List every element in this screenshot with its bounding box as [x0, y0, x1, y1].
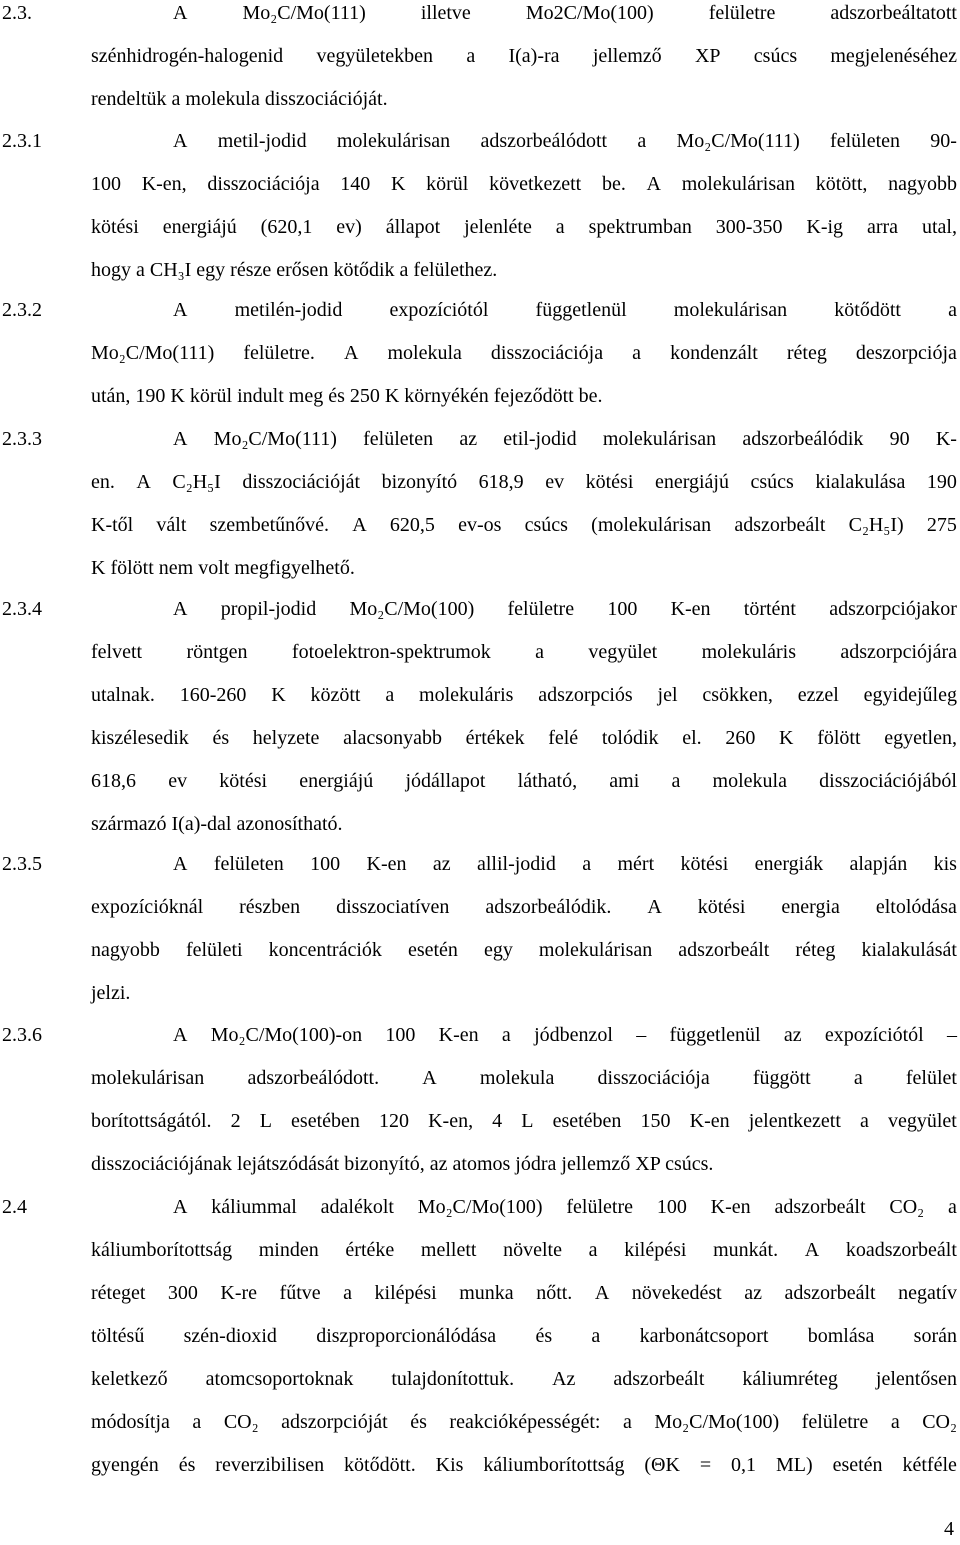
text-line: A káliummal adalékolt Mo₂C/Mo(100) felületre 100 K-en adszorbeált CO₂ a [173, 1196, 957, 1218]
text-line: K fölött nem volt megfigyelhető. [91, 557, 355, 579]
text-line: után, 190 K körül indult meg és 250 K környékén fejeződött be. [91, 385, 603, 407]
text-line: jelzi. [91, 982, 131, 1004]
text-line: A Mo₂C/Mo(100)-on 100 K-en a jódbenzol – függetlenül az expozíciótól – [173, 1024, 957, 1046]
section-number: 2.3. [2, 2, 32, 24]
text-line: gyengén és reverzibilisen kötődött. Kis káliumborítottság (ΘK = 0,1 ML) esetén kétféle [91, 1454, 957, 1476]
section-number: 2.3.4 [2, 598, 42, 620]
text-line: A metil-jodid molekulárisan adszorbeálódott a Mo₂C/Mo(111) felületen 90- [173, 130, 957, 152]
section-number: 2.3.2 [2, 299, 42, 321]
text-line: A Mo₂C/Mo(111) felületen az etil-jodid molekulárisan adszorbeálódik 90 K- [173, 428, 957, 450]
page-number: 4 [944, 1518, 954, 1540]
text-line: borítottságától. 2 L esetében 120 K-en, 4 L esetében 150 K-en jelentkezett a vegyület [91, 1110, 957, 1132]
text-line: kiszélesedik és helyzete alacsonyabb értékek felé tolódik el. 260 K fölött egyetlen, [91, 727, 957, 749]
text-line: hogy a CH₃I egy része erősen kötődik a felülethez. [91, 259, 498, 281]
section-number: 2.3.3 [2, 428, 42, 450]
text-line: töltésű szén-dioxid diszproporcionálódása és a karbonátcsoport bomlása során [91, 1325, 957, 1347]
text-line: réteget 300 K-re fűtve a kilépési munka nőtt. A növekedést az adszorbeált negatív [91, 1282, 957, 1304]
text-line: 618,6 ev kötési energiájú jódállapot látható, ami a molekula disszociációjából [91, 770, 957, 792]
section-number: 2.4 [2, 1196, 27, 1218]
text-line: disszociációjának lejátszódását bizonyító, az atomos jódra jellemző XP csúcs. [91, 1153, 714, 1175]
text-line: A Mo₂C/Mo(111) illetve Mo2C/Mo(100) felületre adszorbeáltatott [173, 2, 957, 24]
text-line: módosítja a CO₂ adszorpcióját és reakcióképességét: a Mo₂C/Mo(100) felületre a CO₂ [91, 1411, 957, 1433]
text-line: A metilén-jodid expozíciótól függetlenül molekulárisan kötődött a [173, 299, 957, 321]
text-line: en. A C₂H₅I disszociációját bizonyító 618,9 ev kötési energiájú csúcs kialakulása 190 [91, 471, 957, 493]
text-line: A felületen 100 K-en az allil-jodid a mért kötési energiák alapján kis [173, 853, 957, 875]
text-line: expozícióknál részben disszociatíven adszorbeálódik. A kötési energia eltolódása [91, 896, 957, 918]
text-line: kötési energiájú (620,1 ev) állapot jelenléte a spektrumban 300-350 K-ig arra utal, [91, 216, 957, 238]
text-line: rendeltük a molekula disszociációját. [91, 88, 388, 110]
text-line: nagyobb felületi koncentrációk esetén egy molekulárisan adszorbeált réteg kialakulását [91, 939, 957, 961]
text-line: utalnak. 160-260 K között a molekuláris adszorpciós jel csökken, ezzel egyidejűleg [91, 684, 957, 706]
text-line: szénhidrogén-halogenid vegyületekben a I(a)-ra jellemző XP csúcs megjelenéséhez [91, 45, 957, 67]
text-line: 100 K-en, disszociációja 140 K körül következett be. A molekulárisan kötött, nagyobb [91, 173, 957, 195]
section-number: 2.3.1 [2, 130, 42, 152]
text-line: káliumborítottság minden értéke mellett növelte a kilépési munkát. A koadszorbeált [91, 1239, 957, 1261]
text-line: K-től vált szembetűnővé. A 620,5 ev-os csúcs (molekulárisan adszorbeált C₂H₅I) 275 [91, 514, 957, 536]
text-line: felvett röntgen fotoelektron-spektrumok a vegyület molekuláris adszorpciójára [91, 641, 957, 663]
text-line: molekulárisan adszorbeálódott. A molekula disszociációja függött a felület [91, 1067, 957, 1089]
text-line: Mo₂C/Mo(111) felületre. A molekula disszociációja a kondenzált réteg deszorpciója [91, 342, 957, 364]
section-number: 2.3.5 [2, 853, 42, 875]
section-number: 2.3.6 [2, 1024, 42, 1046]
text-line: származó I(a)-dal azonosítható. [91, 813, 343, 835]
text-line: A propil-jodid Mo₂C/Mo(100) felületre 100 K-en történt adszorpciójakor [173, 598, 957, 620]
text-line: keletkező atomcsoportoknak tulajdonítottuk. Az adszorbeált káliumréteg jelentősen [91, 1368, 957, 1390]
